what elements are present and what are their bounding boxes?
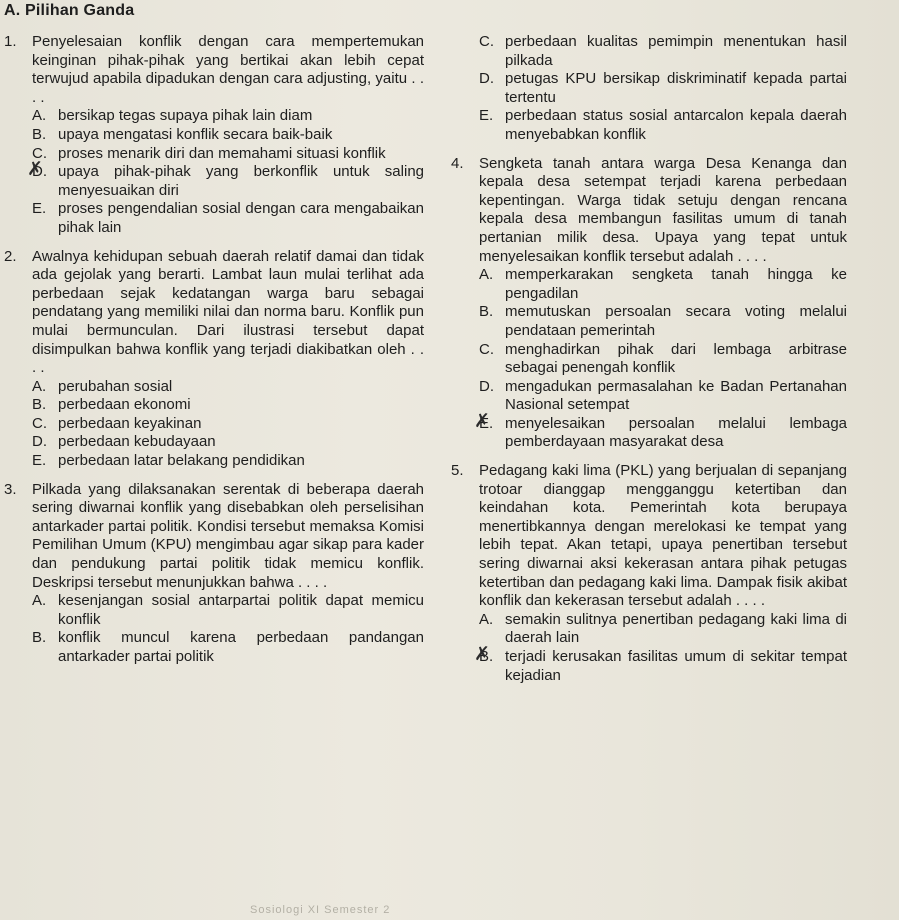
option-4e[interactable]: E. ✗ menyelesaikan persoalan melalui lembaga pemberdayaan masyarakat desa (451, 415, 847, 452)
option-3d[interactable]: D. petugas KPU bersikap diskriminatif kepada partai tertentu (479, 70, 847, 106)
question-stem: Penyelesaian konflik dengan cara mempertemukan keinginan pihak-pihak yang bertikai akan lebih cepat terwujud apabila dipadukan dengan cara adjusting, yaitu . . . . (32, 33, 424, 106)
question-3 (4, 481, 424, 667)
option-3e[interactable]: E. perbedaan status sosial antarcalon kepala daerah menyebabkan konflik (479, 107, 847, 143)
page-footer: Sosiologi XI Semester 2 (250, 904, 391, 916)
option-2c[interactable]: C. perbedaan keyakinan (32, 414, 202, 432)
question-2 (4, 248, 424, 471)
option-3c[interactable]: C. perbedaan kualitas pemimpin menentukan hasil pilkada (479, 33, 847, 69)
option-2d[interactable]: D. perbedaan kebudayaan (32, 433, 216, 451)
option-1c[interactable]: C. proses menarik diri dan memahami situasi konflik (32, 144, 386, 162)
question-number: 4. (451, 154, 464, 172)
question-4 (451, 155, 847, 453)
question-number: 5. (451, 462, 464, 480)
question-number: 2. (4, 247, 17, 265)
option-2b[interactable]: B. perbedaan ekonomi (32, 396, 191, 414)
option-2a[interactable]: A. perubahan sosial (32, 377, 173, 395)
question-number: 3. (4, 480, 17, 498)
option-4d[interactable]: D. mengadukan permasalahan ke Badan Pertanahan Nasional setempat (479, 377, 847, 414)
question-1 (4, 33, 424, 238)
option-4b[interactable]: B. memutuskan persoalan secara voting melalui pendataan pemerintah (479, 303, 847, 339)
option-3a[interactable]: A. kesenjangan sosial antarpartai politik dapat memicu konflik (32, 592, 424, 628)
option-3b[interactable]: B. konflik muncul karena perbedaan pandangan antarkader partai politik (32, 629, 424, 665)
option-4a[interactable]: A. memperkarakan sengketa tanah hingga ke pengadilan (479, 266, 847, 302)
selected-answer-mark: E. ✗ (479, 415, 493, 434)
left-column (4, 33, 424, 667)
question-number: 1. (4, 33, 17, 50)
question-5 (451, 462, 847, 685)
option-5a[interactable]: A. semakin sulitnya penertiban pedagang kaki lima di daerah lain (479, 610, 847, 647)
question-stem: Awalnya kehidupan sebuah daerah relatif damai dan tidak ada gejolak yang berarti. Lambat laun mulai terlihat ada perbedaan sejak kedatangan warga baru sebagai pendatang yang memiliki nilai dan norma baru. Konflik pun mulai bermunculan. Dari ilustrasi tersebut dapat disimpulkan bahwa konflik yang terjadi diakibatkan oleh . . . . (32, 247, 424, 377)
section-title: A. Pilihan Ganda (4, 2, 135, 19)
option-1b[interactable]: B. upaya mengatasi konflik secara baik-baik (32, 125, 333, 143)
option-1a[interactable]: A. bersikap tegas supaya pihak lain diam (32, 107, 313, 125)
question-stem: Pilkada yang dilaksanakan serentak di beberapa daerah sering diwarnai konflik yang disebabkan oleh perselisihan antarkader partai politik. Kondisi tersebut memaksa Komisi Pemilihan Umum (KPU) mengimbau agar sikap para kader dan pendukung partai politik tidak memicu konflik. Deskripsi tersebut menunjukkan bahwa . . . . (32, 480, 424, 591)
option-4c[interactable]: C. menghadirkan pihak dari lembaga arbitrase sebagai penengah konflik (479, 340, 847, 377)
right-column (451, 33, 847, 685)
option-5b[interactable]: B. ✗ terjadi kerusakan fasilitas umum di sekitar tempat kejadian (451, 648, 847, 685)
question-stem: Pedagang kaki lima (PKL) yang berjualan di sepanjang trotoar dianggap mengganggu ketertiban dan keindahan kota. Pemerintah kota berupaya menertibkannya dengan merelokasi ke tempat yang lebih tepat. Akan tetapi, upaya penertiban tersebut sering diwarnai aksi kekerasan antara pihak petugas ketertiban dan pedagang kaki lima. Dampak fisik akibat konflik dan kekerasan tersebut adalah . . . . (479, 462, 847, 610)
option-1d[interactable]: D. ✗ upaya pihak-pihak yang berkonflik untuk saling menyesuaikan diri (4, 163, 424, 200)
question-stem: Sengketa tanah antara warga Desa Kenanga dan kepala desa setempat terjadi karena perbedaan kepentingan. Warga tidak setuju dengan rencana kepala desa membangun fasilitas umum di tanah pertanian milik desa. Upaya yang tepat untuk menyelesaikan konflik tersebut adalah . . . . (479, 154, 847, 265)
selected-answer-mark: D. ✗ (32, 163, 47, 182)
option-2e[interactable]: E. perbedaan latar belakang pendidikan (32, 452, 305, 470)
selected-answer-mark: B. ✗ (479, 648, 493, 667)
option-1e[interactable]: E. proses pengendalian sosial dengan cara mengabaikan pihak lain (32, 200, 424, 236)
question-3-continued (451, 33, 847, 145)
